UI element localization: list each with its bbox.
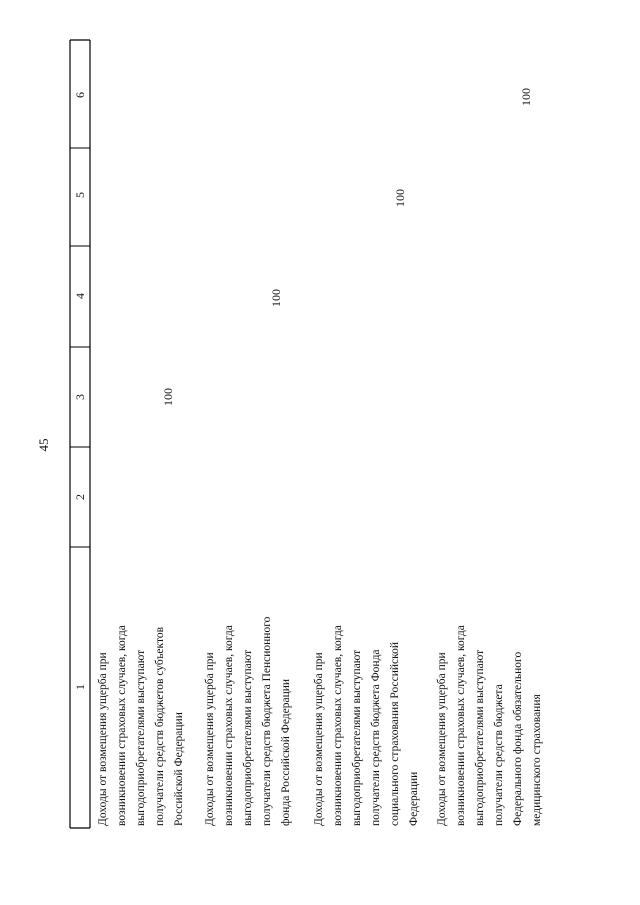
page-number: 45 (36, 438, 51, 452)
column-header-4: 4 (73, 293, 87, 299)
row-value: 100 (269, 289, 283, 307)
row-text-line: получатели средств бюджета (493, 684, 505, 826)
table-row (310, 548, 424, 826)
row-text-line: возникновении страховых случаев, когда (116, 625, 128, 826)
row-text-line: медицинского страхования (531, 694, 543, 826)
column-header-2: 2 (73, 494, 87, 500)
table-row (201, 548, 296, 826)
row-text-line: Федерального фонда обязательного (512, 651, 524, 826)
row-value: 100 (161, 388, 175, 406)
row-text-line: получатели средств бюджета Фонда (370, 649, 382, 826)
row-text-line: возникновении страховых случаев, когда (332, 625, 344, 826)
row-text-line: Доходы от возмещения ущерба при (436, 652, 448, 826)
row-text-line: получатели средств бюджета Пенсионного (261, 616, 273, 826)
table-row (94, 548, 189, 826)
column-header-3: 3 (73, 394, 87, 400)
row-text-line: Российской Федерации (173, 712, 185, 826)
row-text-line: Доходы от возмещения ущерба при (313, 652, 325, 826)
row-text-line: выгодоприобретателями выступают (135, 649, 147, 826)
row-text-line: возникновении страховых случаев, когда (223, 625, 235, 826)
row-text-line: Доходы от возмещения ущерба при (204, 652, 216, 826)
column-header-5: 5 (73, 192, 87, 198)
row-text-line: Доходы от возмещения ущерба при (97, 652, 109, 826)
row-text-line: фонда Российской Федерации (280, 678, 292, 826)
row-text-line: возникновении страховых случаев, когда (455, 625, 467, 826)
row-text-line: получатели средств бюджетов субъектов (154, 626, 166, 826)
table-row (433, 548, 547, 826)
column-header-6: 6 (73, 92, 87, 98)
row-text-line: выгодоприобретателями выступают (242, 649, 254, 826)
row-value: 100 (519, 88, 533, 106)
row-text-line: выгодоприобретателями выступают (474, 649, 486, 826)
column-header-1: 1 (73, 684, 87, 690)
row-text-line: Федерации (408, 771, 420, 826)
row-text-line: выгодоприобретателями выступают (351, 649, 363, 826)
row-value: 100 (393, 189, 407, 207)
row-text-line: социального страхования Российской (389, 641, 401, 826)
